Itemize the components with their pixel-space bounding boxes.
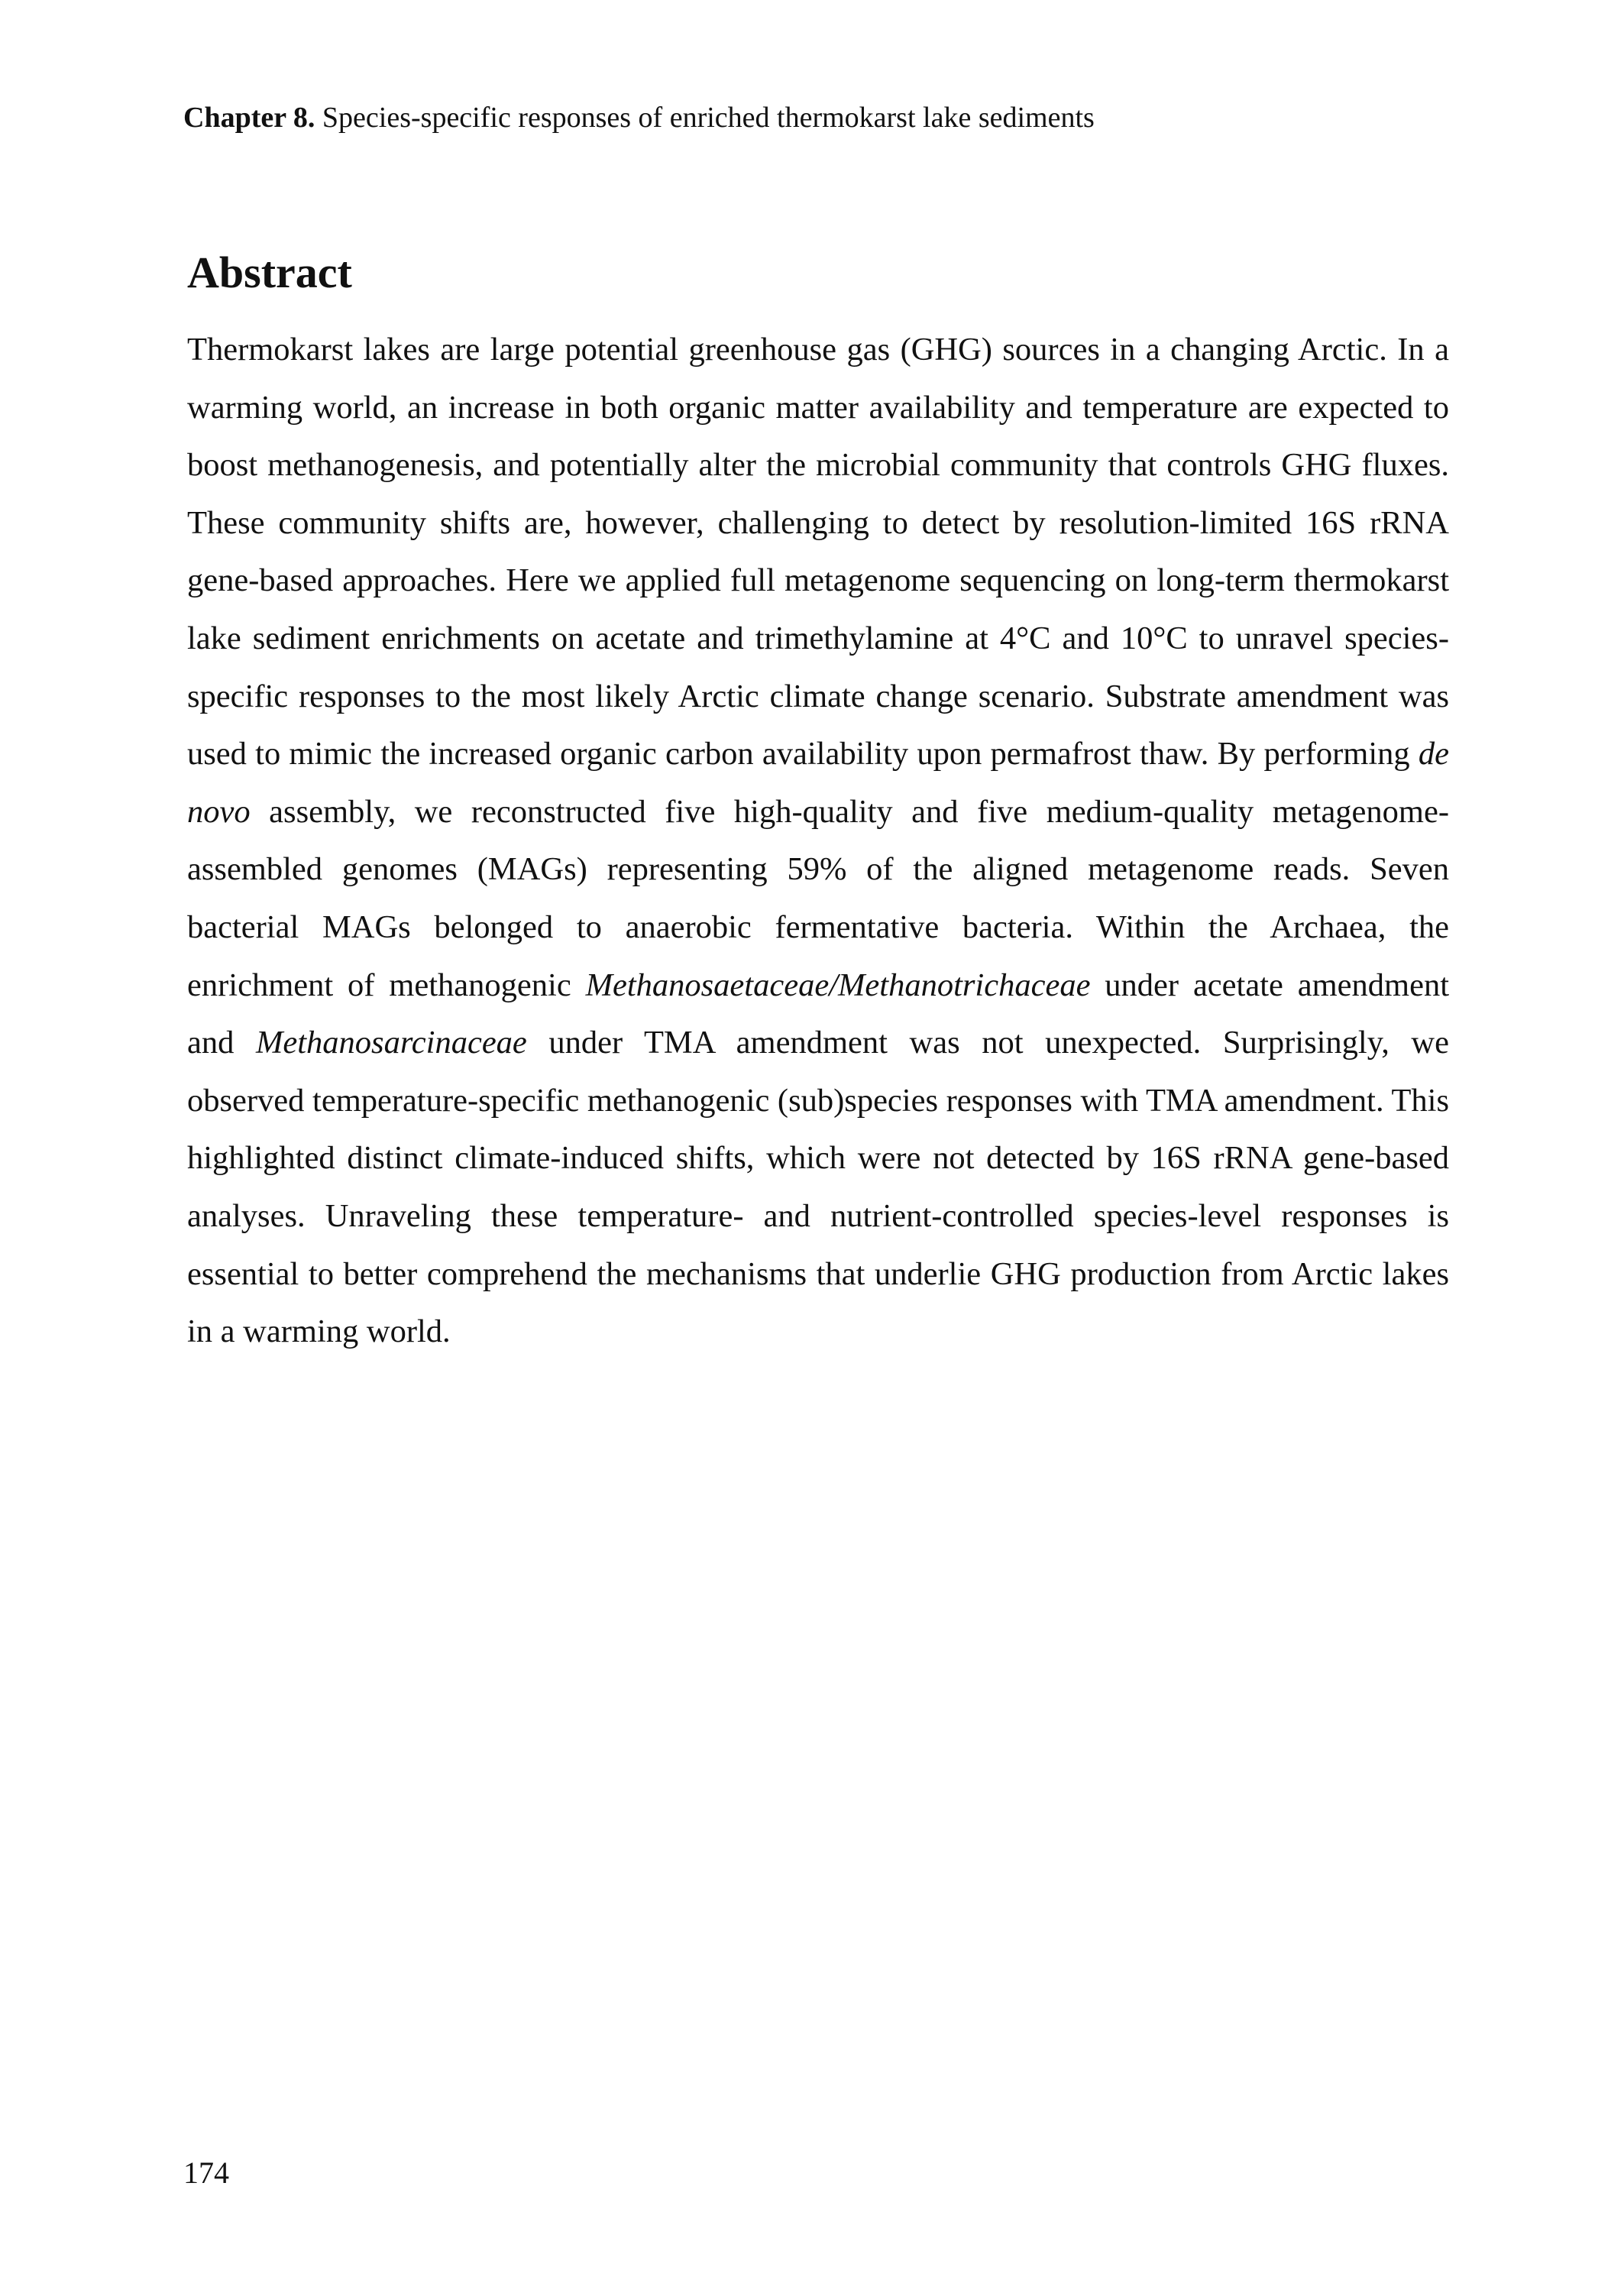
running-header <box>183 101 1095 136</box>
abstract-italic-methanosaetaceae: Methanosaetaceae/Methanotrichaceae <box>585 967 1091 1003</box>
abstract-text-1: Thermokarst lakes are large potential greenhouse gas (GHG) sources in a changing Arctic. In a warming world, an increase in both organic matter availability and temperature are expected to boost methanogenesis, and potentially alter the microbial community that controls GHG fluxes. These community shifts are, however, challenging to detect by resolution-limited 16S rRNA gene-based approaches. Here we applied full metagenome sequencing on long-term thermokarst lake sediment enrichments on acetate and trimethylamine at 4°C and 10°C to unravel species-specific responses to the most likely Arctic climate change scenario. Substrate amendment was used to mimic the increased organic carbon availability upon permafrost thaw. By performing <box>187 332 1449 772</box>
chapter-label: Chapter 8. <box>183 102 315 134</box>
chapter-title: Species-specific responses of enriched thermokarst lake sediments <box>322 102 1095 134</box>
abstract-italic-de-novo: de novo <box>187 736 1449 830</box>
abstract-italic-methanosarcinaceae: Methanosarcinaceae <box>255 1025 527 1061</box>
abstract-body <box>187 321 1449 1361</box>
abstract-text-2: assembly, we reconstructed five high-quality and five medium-quality metagenome-assembled genomes (MAGs) representing 59% of the aligned metagenome reads. Seven bacterial MAGs belonged to anaerobic fermentative bacteria. Within the Archaea, the enrichment of methanogenic <box>187 793 1449 1003</box>
page-number: 174 <box>183 2155 229 2190</box>
abstract-text-4: under TMA amendment was not unexpected. Surprisingly, we observed temperature-specific methanogenic (sub)species responses with TMA amendment. This highlighted distinct climate-induced shifts, which were not detected by 16S rRNA gene-based analyses. Unraveling these temperature- and nutrient-controlled species-level responses is essential to better comprehend the mechanisms that underlie GHG production from Arctic lakes in a warming world. <box>187 1025 1449 1350</box>
abstract-heading: Abstract <box>187 248 352 297</box>
abstract-text-3: under acetate amendment and <box>187 967 1450 1061</box>
